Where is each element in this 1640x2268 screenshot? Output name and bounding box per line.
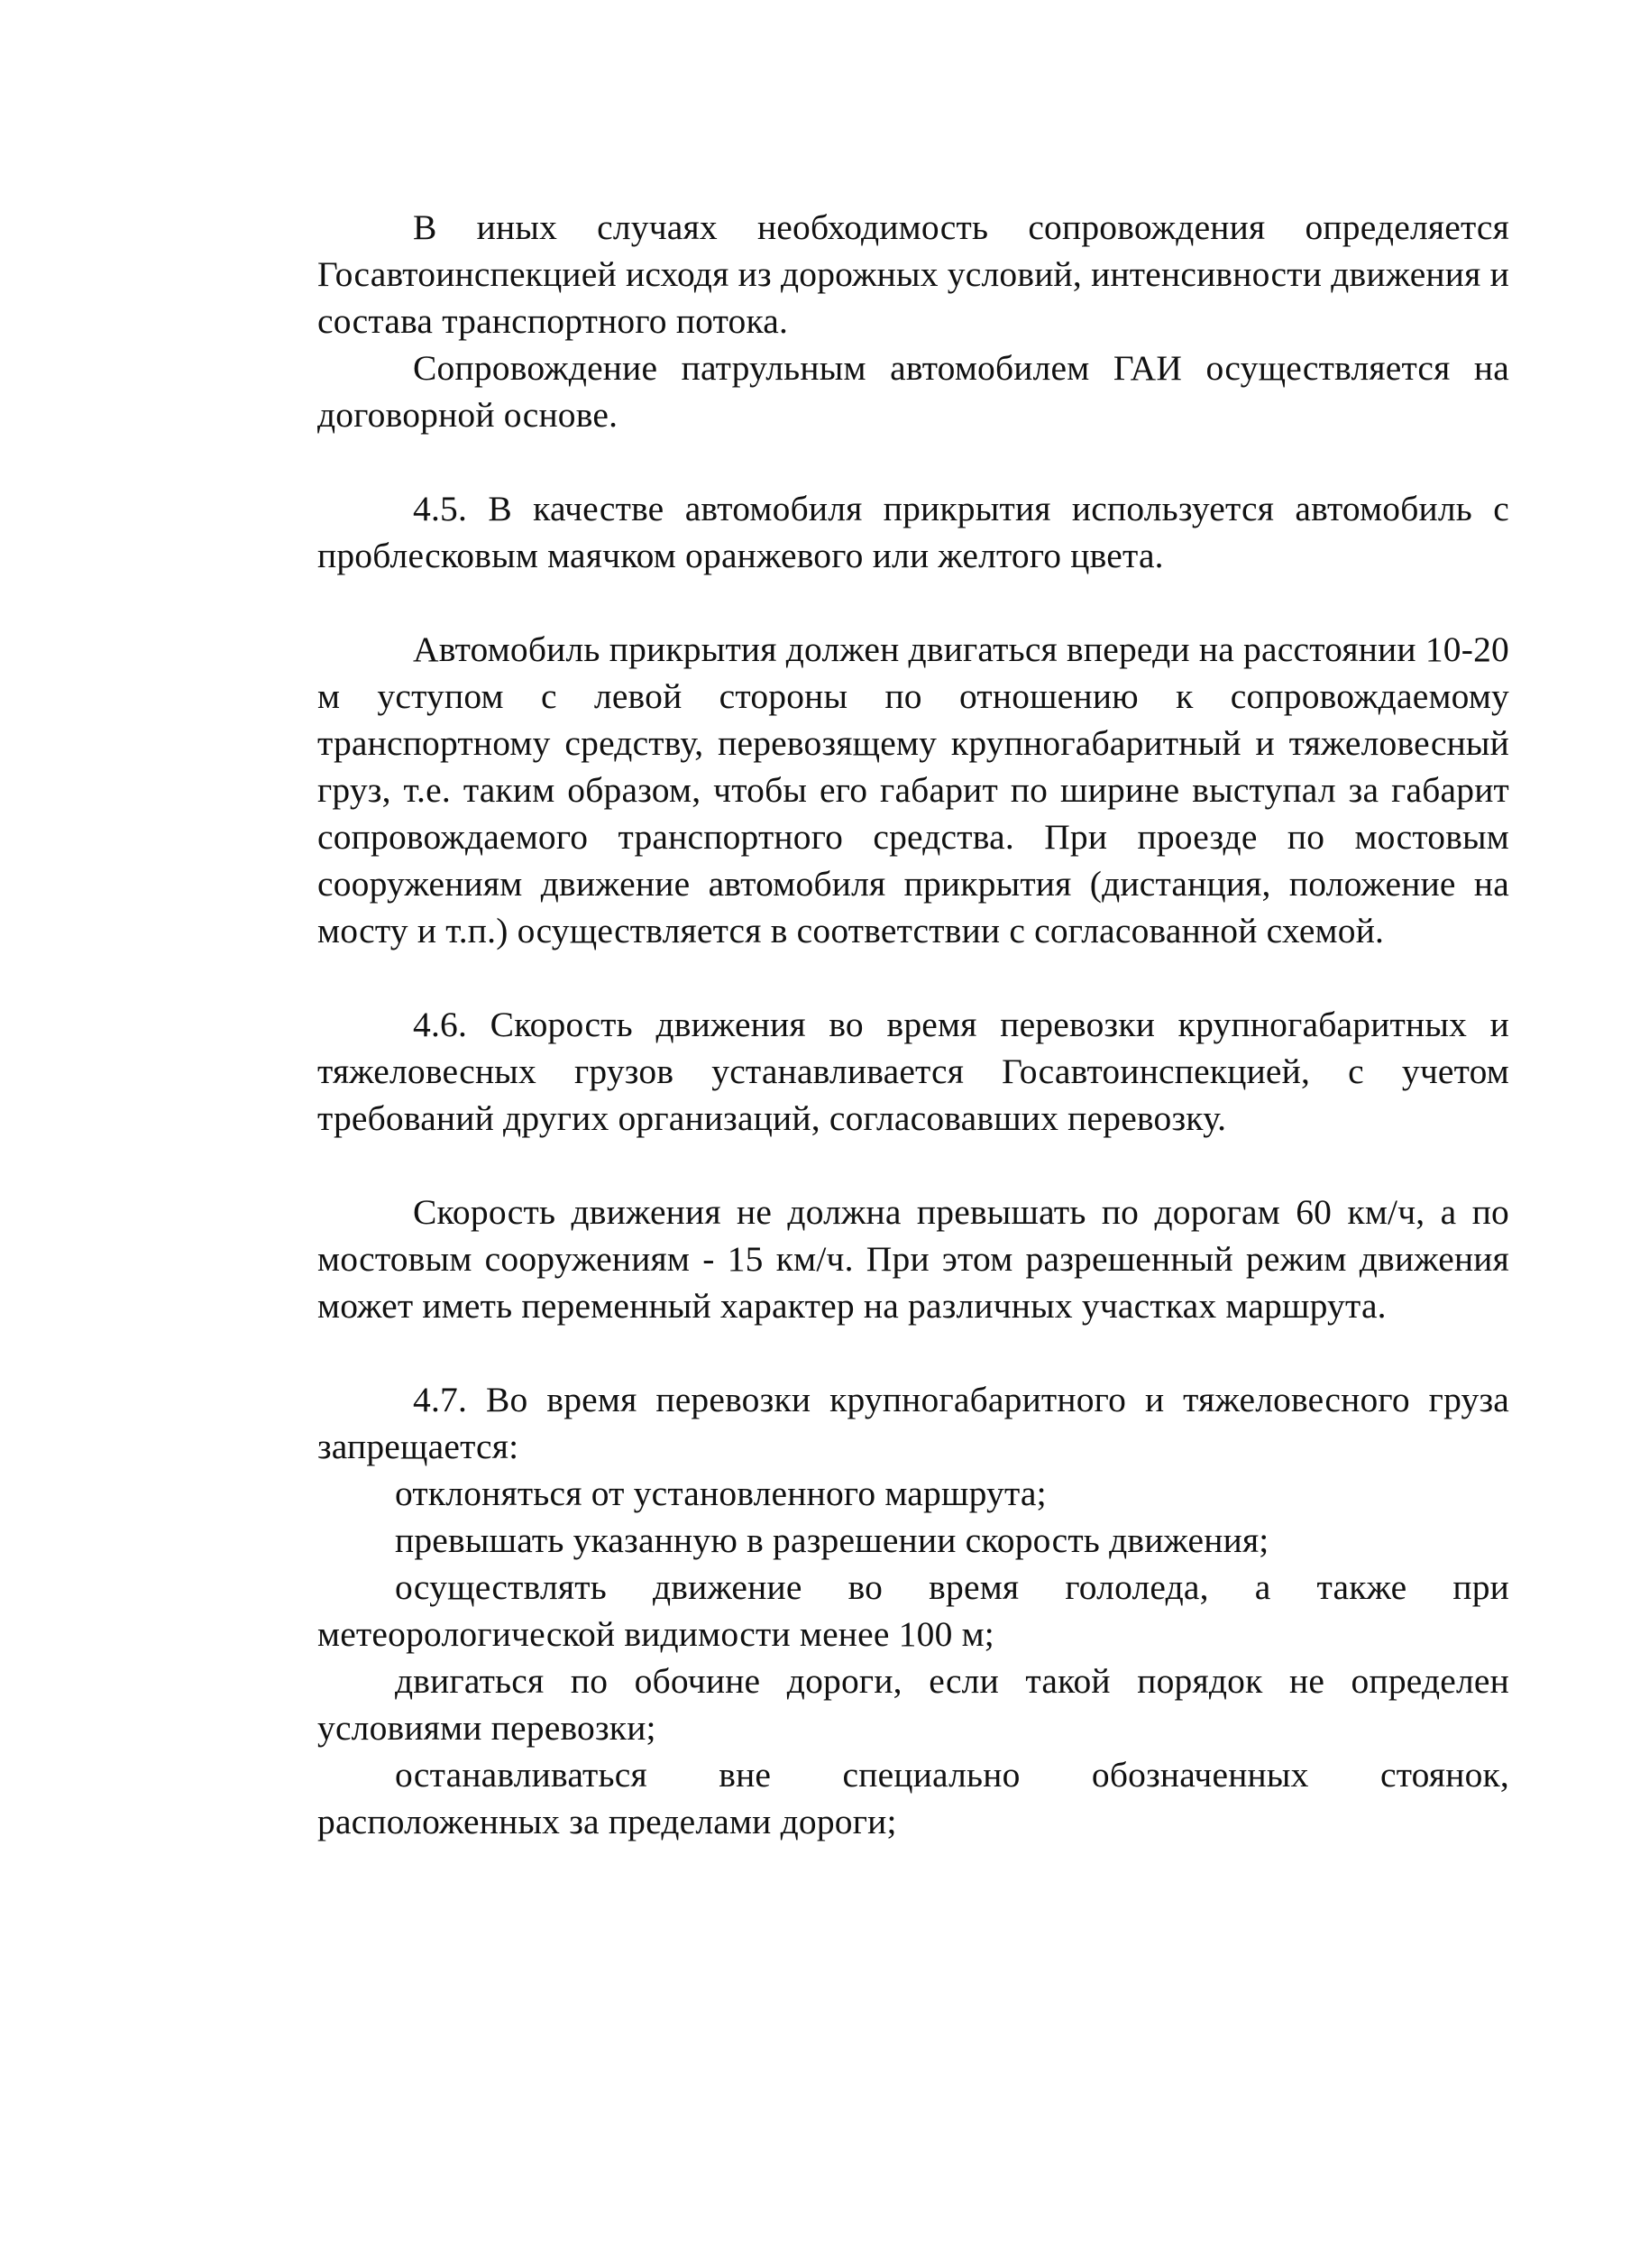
document-body [317, 204, 1509, 1845]
prohibition-item: останавливаться вне специально обозначенных стоянок, расположенных за пределами дороги; [317, 1755, 1509, 1841]
prohibition-item: двигаться по обочине дороги, если такой порядок не определен условиями перевозки; [317, 1661, 1509, 1748]
paragraph-4-6: 4.6. Скорость движения во время перевозки крупногабаритных и тяжеловесных грузов устанавливается Госавтоинспекцией, с учетом требований других организаций, согласовавших перевозку. [317, 1005, 1509, 1138]
paragraph-4-7: 4.7. Во время перевозки крупногабаритного и тяжеловесного груза запрещается: [317, 1380, 1509, 1466]
paragraph-escort-contract: Сопровождение патрульным автомобилем ГАИ осуществляется на договорной основе. [317, 348, 1509, 435]
paragraph-speed-limits: Скорость движения не должна превышать по дорогам 60 км/ч, а по мостовым сооружениям - 15 км/ч. При этом разрешенный режим движения может иметь переменный характер на различных участках маршрута. [317, 1192, 1509, 1326]
paragraph-escort-conditions: В иных случаях необходимость сопровождения определяется Госавтоинспекцией исходя из дорожных условий, интенсивности движения и состава транспортного потока. [317, 207, 1509, 341]
prohibition-item: отклоняться от установленного маршрута; [395, 1474, 1047, 1513]
paragraph-cover-vehicle-position: Автомобиль прикрытия должен двигаться впереди на расстоянии 10-20 м уступом с левой стороны по отношению к сопровождаемому транспортному средству, перевозящему крупногабаритный и тяжеловесный груз, т.е. таким образом, чтобы его габарит по ширине выступал за габарит сопровождаемого транспортного средства. При проезде по мостовым сооружениям движение автомобиля прикрытия (дистанция, положение на мосту и т.п.) осуществляется в соответствии с согласованной схемой. [317, 629, 1509, 950]
prohibition-item: осуществлять движение во время гололеда, а также при метеорологической видимости менее 100 м; [317, 1567, 1509, 1654]
paragraph-4-5: 4.5. В качестве автомобиля прикрытия используется автомобиль с проблесковым маячком оранжевого или желтого цвета. [317, 489, 1509, 575]
prohibition-item: превышать указанную в разрешении скорость движения; [395, 1520, 1269, 1560]
